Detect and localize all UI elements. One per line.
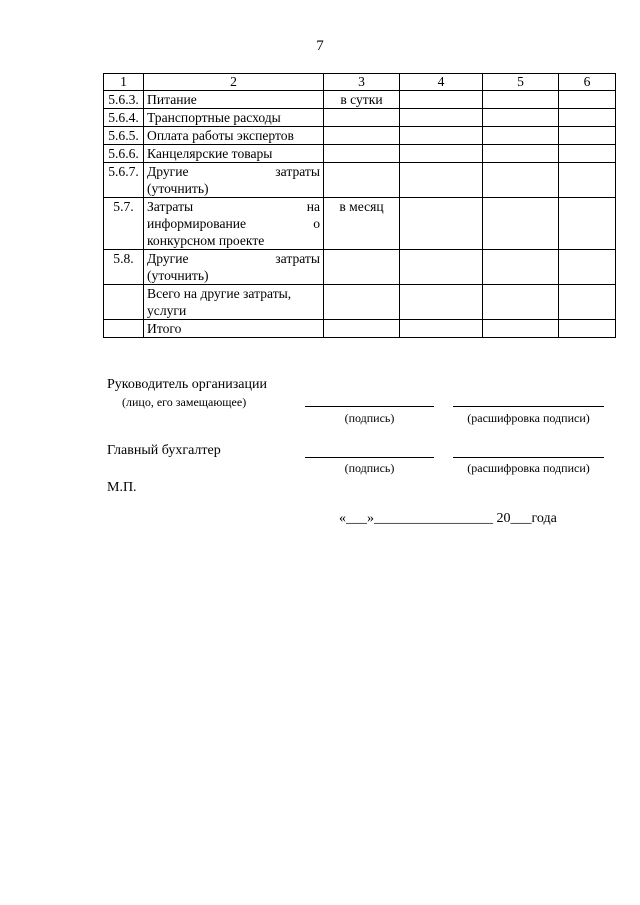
row-unit (324, 285, 400, 320)
table-header-cell: 2 (144, 74, 324, 91)
table-cell (483, 109, 559, 127)
accountant-decoding-caption: (расшифровка подписи) (467, 461, 590, 475)
table-cell (559, 109, 616, 127)
table-cell (483, 145, 559, 163)
row-unit: в месяц (324, 198, 400, 250)
row-name: Транспортные расходы (144, 109, 324, 127)
row-name-line: (уточнить) (147, 181, 209, 196)
row-name-line: информирование о (147, 216, 320, 231)
accountant-title: Главный бухгалтер (107, 443, 221, 458)
table-row (104, 163, 616, 198)
table-cell (483, 250, 559, 285)
table-cell (559, 145, 616, 163)
table-row (104, 250, 616, 285)
table-cell (483, 127, 559, 145)
table-header-cell: 6 (559, 74, 616, 91)
table-row (104, 320, 616, 338)
table-cell (483, 320, 559, 338)
row-number: 5.7. (104, 198, 144, 250)
table-cell (559, 285, 616, 320)
row-name: Питание (144, 91, 324, 109)
row-number: 5.8. (104, 250, 144, 285)
row-name-line: услуги (147, 303, 187, 318)
row-name (144, 285, 324, 320)
table-cell (400, 285, 483, 320)
table-row (104, 109, 616, 127)
row-name-line: Другие затраты (147, 164, 320, 179)
head-note: (лицо, его замещающее) (122, 395, 247, 409)
stamp-label: М.П. (107, 480, 137, 495)
row-unit (324, 109, 400, 127)
row-name: Оплата работы экспертов (144, 127, 324, 145)
row-number: 5.6.3. (104, 91, 144, 109)
row-name (144, 198, 324, 250)
table-cell (483, 163, 559, 198)
table-row (104, 285, 616, 320)
accountant-signature-line (305, 457, 434, 458)
row-number: 5.6.5. (104, 127, 144, 145)
expense-table (103, 73, 616, 338)
page-number: 7 (316, 38, 324, 54)
table-row (104, 91, 616, 109)
table-header-cell: 3 (324, 74, 400, 91)
row-name: Итого (144, 320, 324, 338)
table-cell (400, 163, 483, 198)
row-unit (324, 127, 400, 145)
date-line: «___»_________________ 20___года (339, 511, 557, 526)
row-name (144, 163, 324, 198)
head-signature-line (305, 406, 434, 407)
head-signature-caption: (подпись) (344, 411, 395, 425)
row-unit (324, 163, 400, 198)
table-header-row (104, 74, 616, 91)
row-unit (324, 250, 400, 285)
table-cell (483, 91, 559, 109)
row-name-line: Затраты на (147, 199, 320, 214)
table-row (104, 145, 616, 163)
row-name-line: конкурсном проекте (147, 233, 265, 248)
row-number: 5.6.7. (104, 163, 144, 198)
table-cell (400, 127, 483, 145)
table-row (104, 127, 616, 145)
table-header-cell: 1 (104, 74, 144, 91)
head-title: Руководитель организации (107, 377, 267, 392)
table-cell (559, 320, 616, 338)
row-number (104, 320, 144, 338)
row-number (104, 285, 144, 320)
row-name-line: Всего на другие затраты, (147, 286, 292, 301)
table-cell (559, 198, 616, 250)
table-cell (559, 250, 616, 285)
row-number: 5.6.6. (104, 145, 144, 163)
table-cell (559, 127, 616, 145)
row-unit: в сутки (324, 91, 400, 109)
accountant-decoding-line (453, 457, 604, 458)
row-unit (324, 320, 400, 338)
head-decoding-caption: (расшифровка подписи) (467, 411, 590, 425)
row-name-line: Другие затраты (147, 251, 320, 266)
table-cell (483, 198, 559, 250)
row-name-line: (уточнить) (147, 268, 209, 283)
table-row (104, 198, 616, 250)
table-cell (483, 285, 559, 320)
table-header-cell: 4 (400, 74, 483, 91)
row-name: Канцелярские товары (144, 145, 324, 163)
table-cell (400, 145, 483, 163)
table-cell (400, 198, 483, 250)
row-name (144, 250, 324, 285)
table-cell (559, 163, 616, 198)
table-cell (559, 91, 616, 109)
row-unit (324, 145, 400, 163)
head-decoding-line (453, 406, 604, 407)
table-cell (400, 320, 483, 338)
row-number: 5.6.4. (104, 109, 144, 127)
table-cell (400, 109, 483, 127)
table-cell (400, 250, 483, 285)
accountant-signature-caption: (подпись) (344, 461, 395, 475)
table-cell (400, 91, 483, 109)
table-header-cell: 5 (483, 74, 559, 91)
